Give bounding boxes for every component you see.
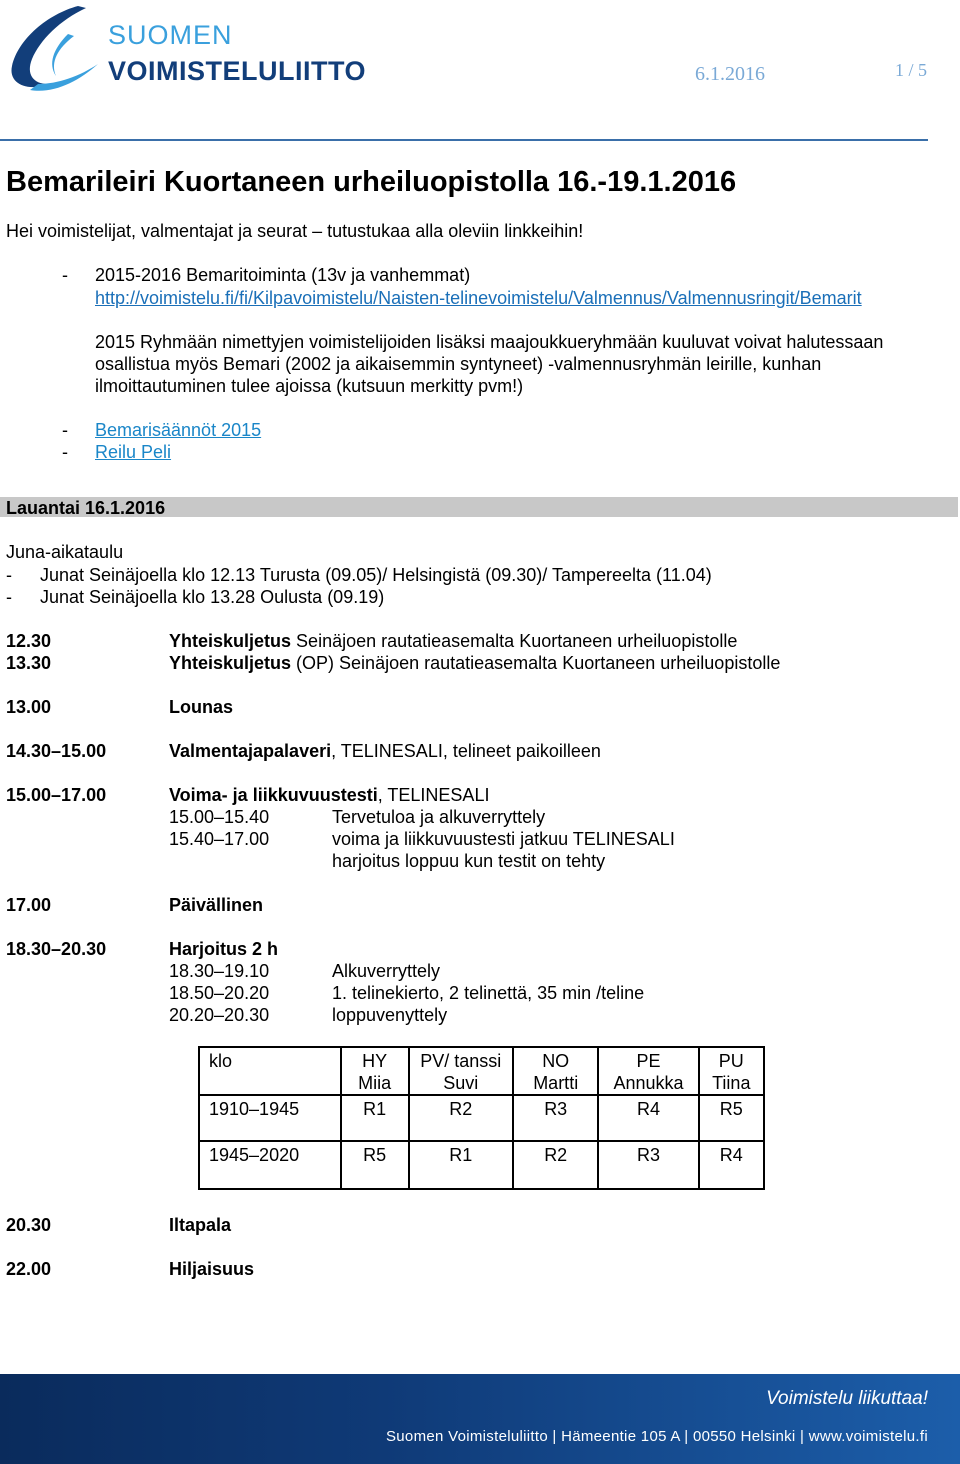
schedule-item-title: Iltapala	[169, 1215, 232, 1235]
sub-text: loppuvenyttely	[332, 1005, 448, 1025]
table-cell: R4	[699, 1141, 764, 1189]
schedule-item	[169, 630, 737, 652]
table-cell: R1	[341, 1095, 409, 1141]
train-line: Junat Seinäjoella klo 12.13 Turusta (09.05)/ Helsingistä (09.30)/ Tampereelta (11.04)	[40, 565, 712, 585]
schedule-item	[169, 784, 489, 806]
footer-slogan: Voimistelu liikuttaa!	[766, 1388, 928, 1409]
schedule-time: 12.30	[6, 631, 52, 651]
schedule-time: 13.30	[6, 653, 52, 673]
page-number: 1 / 5	[895, 60, 928, 80]
schedule-item-detail: , TELINESALI, telineet paikoilleen	[331, 741, 601, 761]
table-cell: R2	[513, 1141, 598, 1189]
schedule-item-title: Valmentajapalaveri	[169, 741, 332, 761]
info-paragraph-line: osallistua myös Bemari (2002 ja aikaisemmin syntyneet) -valmennusryhmän leirille, kunhan	[95, 354, 822, 374]
bullet-dash: -	[62, 420, 68, 440]
table-header-cell	[409, 1047, 513, 1095]
schedule-item	[169, 740, 601, 762]
table-cell: R5	[699, 1095, 764, 1141]
table-cell: R3	[513, 1095, 598, 1141]
info-paragraph-line: 2015 Ryhmään nimettyjen voimistelijoiden lisäksi maajoukkueryhmään kuuluvat voivat halutessaan	[95, 332, 884, 352]
info-paragraph-line: ilmoittautuminen tulee ajoissa (kutsuun merkitty pvm!)	[95, 376, 524, 396]
header-line1: PU	[718, 1051, 744, 1071]
schedule-item	[169, 652, 780, 674]
train-title: Juna-aikataulu	[6, 542, 124, 562]
schedule-item-title: Harjoitus 2 h	[169, 939, 279, 959]
bullet-dash: -	[6, 587, 12, 607]
table-cell: 1945–2020	[199, 1141, 341, 1189]
schedule-item-title: Yhteiskuljetus	[169, 653, 292, 673]
table-header-row	[199, 1047, 764, 1095]
header-date: 6.1.2016	[695, 63, 765, 85]
schedule-item-title: Päivällinen	[169, 895, 264, 915]
schedule-item-title: Voima- ja liikkuvuustesti	[169, 785, 378, 805]
day-heading: Lauantai 16.1.2016	[6, 498, 166, 518]
bemarit-url-link[interactable]: http://voimistelu.fi/fi/Kilpavoimistelu/Naisten-telinevoimistelu/Valmennus/Valmennusringit/Bemarit	[95, 288, 862, 308]
table-header-cell	[598, 1047, 698, 1095]
table-cell: R2	[409, 1095, 513, 1141]
header-line1: PV/ tanssi	[420, 1051, 502, 1071]
sub-time: 20.20–20.30	[169, 1005, 270, 1025]
header-line1: HY	[362, 1051, 388, 1071]
schedule-time: 22.00	[6, 1259, 52, 1279]
bullet-dash: -	[6, 565, 12, 585]
schedule-item-detail: Seinäjoen rautatieasemalta Kuortaneen urheiluopistolle	[291, 631, 738, 651]
table-row	[199, 1141, 764, 1189]
bemarisaannot-link[interactable]: Bemarisäännöt 2015	[95, 420, 262, 440]
table-cell: R4	[598, 1095, 698, 1141]
brand-swoosh-icon	[8, 4, 103, 94]
sub-text: harjoitus loppuu kun testit on tehty	[332, 851, 606, 871]
table-header-cell	[699, 1047, 764, 1095]
page-title: Bemarileiri Kuortaneen urheiluopistolla 16.-19.1.2016	[6, 166, 737, 198]
header-line1: PE	[636, 1051, 661, 1071]
schedule-item-title: Hiljaisuus	[169, 1259, 255, 1279]
sub-time: 15.00–15.40	[169, 807, 270, 827]
schedule-time: 14.30–15.00	[6, 741, 107, 761]
sub-text: voima ja liikkuvuustesti jatkuu TELINESALI	[332, 829, 675, 849]
logo-line1: SUOMEN	[108, 20, 233, 50]
header-line2: Martti	[533, 1073, 579, 1093]
intro-text: Hei voimistelijat, valmentajat ja seurat – tutustukaa alla oleviin linkkeihin!	[6, 221, 584, 241]
bullet-dash: -	[62, 442, 68, 462]
sub-time: 18.50–20.20	[169, 983, 270, 1003]
sub-time: 15.40–17.00	[169, 829, 270, 849]
header-divider	[0, 139, 928, 141]
schedule-time: 18.30–20.30	[6, 939, 107, 959]
header-line2: Annukka	[613, 1073, 684, 1093]
bemaritoiminta-text: 2015-2016 Bemaritoiminta (13v ja vanhemmat)	[95, 265, 471, 285]
logo-line2: VOIMISTELULIITTO	[108, 56, 367, 86]
rotation-table	[198, 1046, 765, 1190]
schedule-item-detail: , TELINESALI	[377, 785, 490, 805]
table-row	[199, 1095, 764, 1141]
table-cell: 1910–1945	[199, 1095, 341, 1141]
sub-text: Tervetuloa ja alkuverryttely	[332, 807, 546, 827]
sub-text: 1. telinekierto, 2 telinettä, 35 min /teline	[332, 983, 645, 1003]
schedule-time: 15.00–17.00	[6, 785, 107, 805]
table-cell: R1	[409, 1141, 513, 1189]
schedule-time: 20.30	[6, 1215, 52, 1235]
header-line1: NO	[542, 1051, 570, 1071]
table-cell: R5	[341, 1141, 409, 1189]
reilu-peli-link[interactable]: Reilu Peli	[95, 442, 172, 462]
table-header-cell	[341, 1047, 409, 1095]
schedule-item-title: Yhteiskuljetus	[169, 631, 292, 651]
schedule-item-title: Lounas	[169, 697, 234, 717]
sub-time: 18.30–19.10	[169, 961, 270, 981]
schedule-time: 17.00	[6, 895, 52, 915]
table-header-cell	[199, 1047, 341, 1095]
header-line1: klo	[209, 1051, 233, 1071]
header-line2: Tiina	[712, 1073, 751, 1093]
schedule-time: 13.00	[6, 697, 52, 717]
table-header-cell	[513, 1047, 598, 1095]
bullet-dash: -	[62, 265, 68, 285]
train-line: Junat Seinäjoella klo 13.28 Oulusta (09.19)	[40, 587, 385, 607]
header-line2: Suvi	[443, 1073, 479, 1093]
footer-banner	[0, 1374, 960, 1464]
footer-address: Suomen Voimisteluliitto | Hämeentie 105 A | 00550 Helsinki | www.voimistelu.fi	[385, 1428, 928, 1445]
schedule-item-detail: (OP) Seinäjoen rautatieasemalta Kuortaneen urheiluopistolle	[291, 653, 781, 673]
table-cell: R3	[598, 1141, 698, 1189]
sub-text: Alkuverryttely	[332, 961, 441, 981]
header-line2: Miia	[358, 1073, 392, 1093]
